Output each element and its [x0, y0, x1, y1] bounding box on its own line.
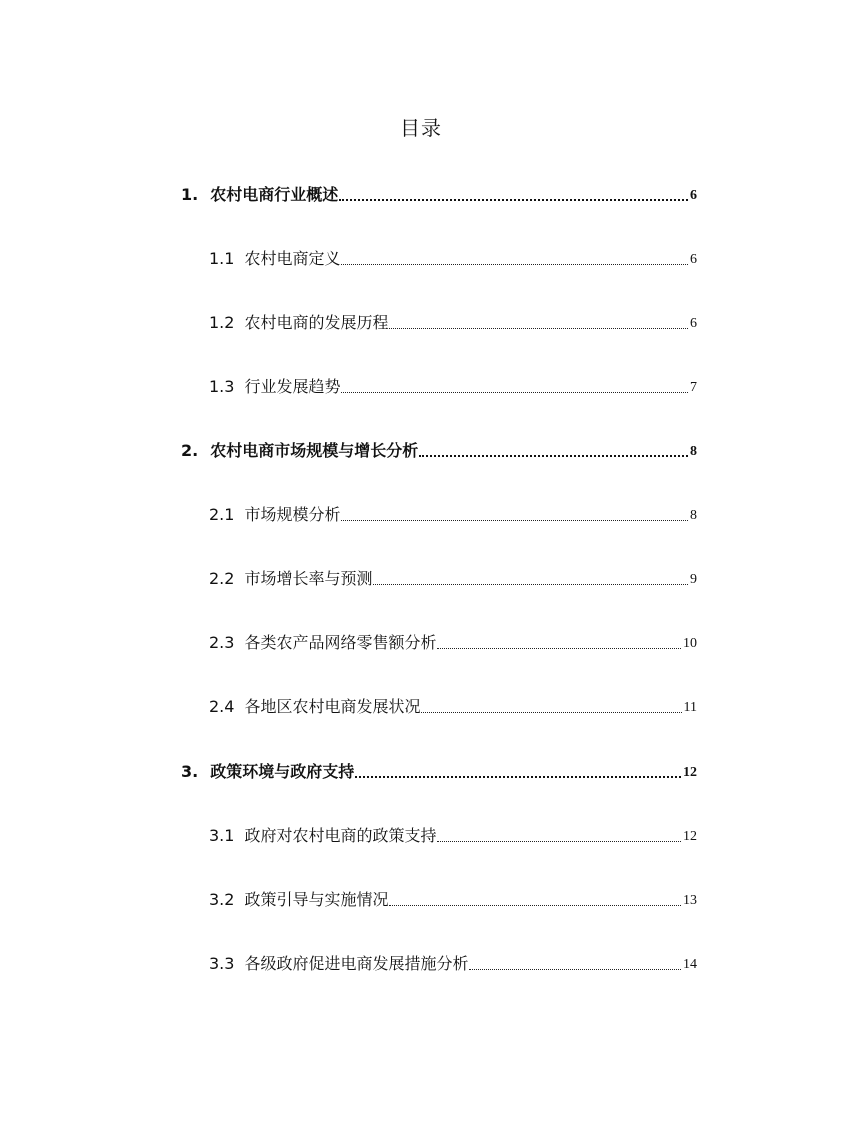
toc-page-number: 9: [690, 572, 697, 587]
toc-leader: [419, 455, 688, 457]
toc-page-number: 14: [683, 957, 697, 972]
toc-number: 1.1: [209, 249, 235, 268]
toc-entry-1-1[interactable]: [209, 246, 697, 270]
toc-page-number: 10: [683, 636, 697, 651]
toc-number: 3.3: [209, 954, 235, 973]
toc-page-number: 7: [690, 380, 697, 395]
toc-entry-3-2[interactable]: [209, 887, 697, 911]
toc-leader: [341, 264, 688, 265]
toc-number: 2.2: [209, 569, 235, 588]
toc-title: 农村电商的发展历程: [244, 313, 389, 332]
toc-entry-3-1[interactable]: [209, 823, 697, 847]
toc-number: 1.3: [209, 377, 235, 396]
toc-entry-2-1[interactable]: [209, 502, 697, 526]
toc-page-number: 6: [690, 252, 697, 267]
toc-leader: [355, 776, 681, 778]
toc-title: 市场增长率与预测: [244, 569, 373, 588]
toc-entry-2-2[interactable]: [209, 566, 697, 590]
toc-leader: [341, 392, 688, 393]
toc-title: 政府对农村电商的政策支持: [244, 826, 437, 845]
toc-page-number: 11: [683, 700, 697, 715]
toc-entry-2[interactable]: [181, 438, 697, 462]
toc-title: 各级政府促进电商发展措施分析: [244, 954, 469, 973]
toc-page-number: 8: [690, 508, 697, 523]
toc-entry-2-4[interactable]: [209, 694, 697, 718]
toc-entry-1[interactable]: [181, 182, 697, 206]
toc-entry-3-3[interactable]: [209, 951, 697, 975]
toc-title: 农村电商市场规模与增长分析: [210, 441, 419, 460]
toc-leader: [389, 328, 688, 329]
toc-title: 各地区农村电商发展状况: [244, 697, 421, 716]
toc-title: 农村电商定义: [244, 249, 341, 268]
toc-page-number: 6: [690, 188, 697, 203]
toc-entry-1-3[interactable]: [209, 374, 697, 398]
toc-title: 市场规模分析: [244, 505, 341, 524]
toc-number: 3.2: [209, 890, 235, 909]
toc-page-number: 12: [683, 829, 697, 844]
toc-leader: [373, 584, 688, 585]
toc-page-number: 12: [683, 765, 697, 780]
toc-title: 政策引导与实施情况: [244, 890, 389, 909]
toc-number: 2.1: [209, 505, 235, 524]
toc-entry-2-3[interactable]: [209, 630, 697, 654]
toc-title: 各类农产品网络零售额分析: [244, 633, 437, 652]
toc-leader: [339, 199, 688, 201]
toc-leader: [437, 648, 681, 649]
toc-number: 2.4: [209, 697, 235, 716]
toc-page-number: 8: [690, 444, 697, 459]
toc-number: 1.: [181, 185, 199, 204]
toc-leader: [469, 969, 681, 970]
toc-leader: [421, 712, 681, 713]
toc-number: 2.3: [209, 633, 235, 652]
page-title: 目录: [400, 116, 442, 140]
toc-title: 行业发展趋势: [244, 377, 341, 396]
toc-number: 2.: [181, 441, 199, 460]
toc-page-number: 6: [690, 316, 697, 331]
toc-number: 3.: [181, 762, 199, 781]
toc-leader: [389, 905, 681, 906]
toc-number: 1.2: [209, 313, 235, 332]
toc-page-number: 13: [683, 893, 697, 908]
toc-entry-1-2[interactable]: [209, 310, 697, 334]
toc-leader: [341, 520, 688, 521]
toc-title: 农村电商行业概述: [210, 185, 339, 204]
toc-leader: [437, 841, 681, 842]
toc-number: 3.1: [209, 826, 235, 845]
toc-entry-3[interactable]: [181, 759, 697, 783]
toc-title: 政策环境与政府支持: [210, 762, 355, 781]
